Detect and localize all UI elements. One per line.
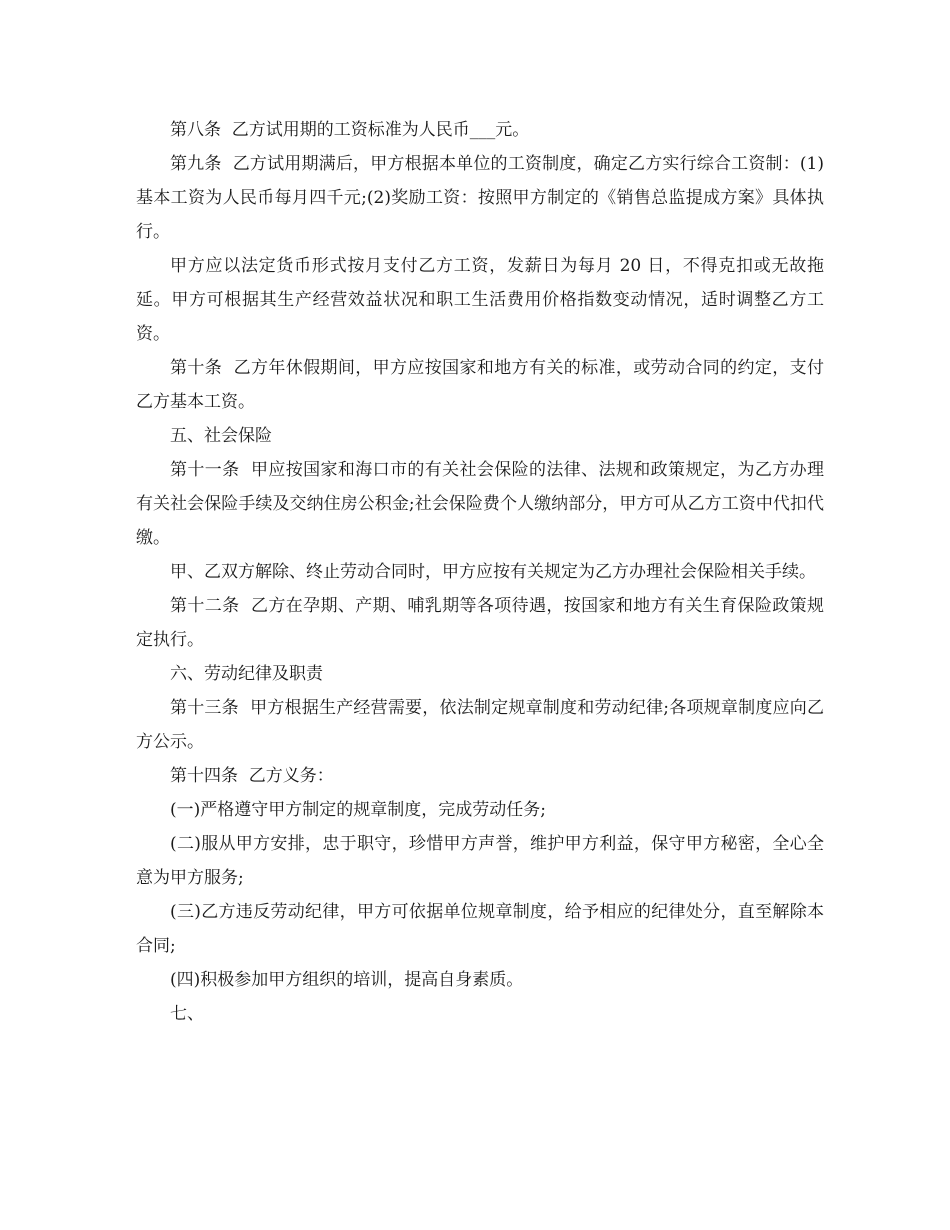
contract-termination-insurance-paragraph: 甲、乙双方解除、终止劳动合同时，甲方应按有关规定为乙方办理社会保险相关手续。 [170,562,816,582]
duty-item-4: (四)积极参加甲方组织的培训，提高自身素质。 [170,970,524,990]
section-heading-social-insurance: 五、社会保险 [170,426,272,446]
article-11-paragraph: 第十一条 甲应按国家和海口市的有关社会保险的法律、法规和政策规定，为乙方办理有关社会保险手续及交纳住房公积金;社会保险费个人缴纳部分，甲方可从乙方工资中代扣代缴。 [136,460,824,548]
duty-item-2: (二)服从甲方安排，忠于职守，珍惜甲方声誉，维护甲方利益，保守甲方秘密，全心全意为甲方服务; [136,834,824,888]
salary-payment-paragraph: 甲方应以法定货币形式按月支付乙方工资，发薪日为每月 20 日，不得克扣或无故拖延。甲方可根据其生产经营效益状况和职工生活费用价格指数变动情况，适时调整乙方工资。 [136,256,824,344]
article-12-paragraph: 第十二条 乙方在孕期、产期、哺乳期等各项待遇，按国家和地方有关生育保险政策规定执行。 [136,596,824,650]
duty-item-1: (一)严格遵守甲方制定的规章制度，完成劳动任务; [170,800,546,820]
article-14-paragraph: 第十四条 乙方义务： [170,766,334,786]
document-body [136,113,824,1031]
section-heading-labor-discipline: 六、劳动纪律及职责 [170,664,323,684]
article-10-paragraph: 第十条 乙方年休假期间，甲方应按国家和地方有关的标准，或劳动合同的约定，支付乙方基本工资。 [136,358,824,412]
article-8-paragraph: 第八条 乙方试用期的工资标准为人民币___元。 [170,120,530,140]
section-heading-7: 七、 [170,1004,204,1024]
article-9-paragraph: 第九条 乙方试用期满后，甲方根据本单位的工资制度，确定乙方实行综合工资制：(1)基本工资为人民币每月四千元;(2)奖励工资：按照甲方制定的《销售总监提成方案》具体执行。 [136,154,824,242]
article-13-paragraph: 第十三条 甲方根据生产经营需要，依法制定规章制度和劳动纪律;各项规章制度应向乙方公示。 [136,698,824,752]
duty-item-3: (三)乙方违反劳动纪律，甲方可依据单位规章制度，给予相应的纪律处分，直至解除本合同; [136,902,824,956]
